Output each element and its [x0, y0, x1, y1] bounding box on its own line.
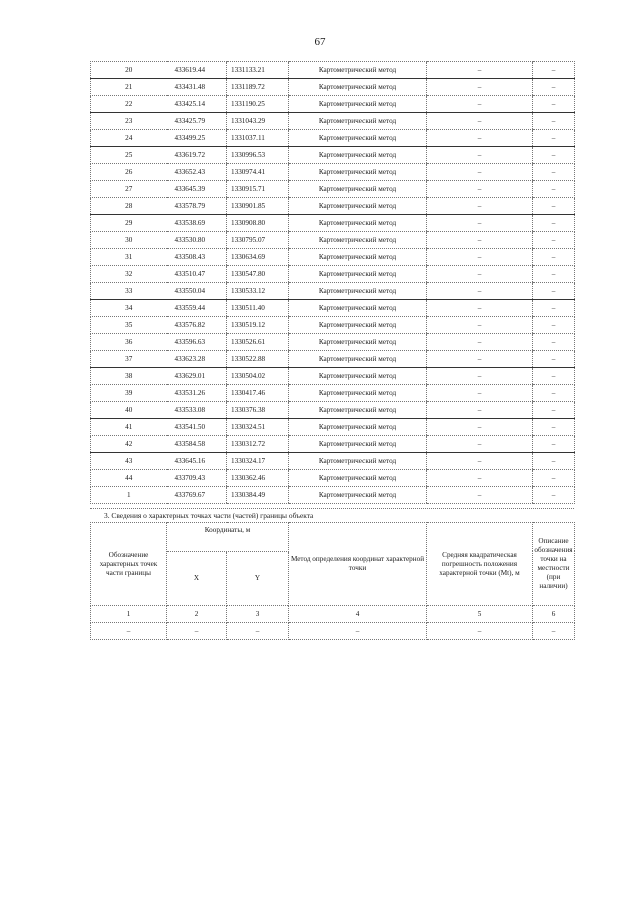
description-cell: –: [533, 164, 575, 181]
description-cell: –: [533, 79, 575, 96]
description-cell: –: [533, 232, 575, 249]
empty-cell: –: [167, 623, 227, 640]
header-row-top: [91, 523, 575, 552]
error-cell: –: [427, 487, 533, 504]
table-row: [91, 164, 575, 181]
point-number-cell: 25: [91, 147, 167, 164]
y-coordinate-cell: 1330908.80: [227, 215, 289, 232]
table-row: [91, 487, 575, 504]
empty-cell: –: [91, 623, 167, 640]
x-coordinate-cell: 433533.08: [167, 402, 227, 419]
description-cell: –: [533, 470, 575, 487]
x-coordinate-cell: 433619.44: [167, 62, 227, 79]
error-cell: –: [427, 79, 533, 96]
point-number-cell: 23: [91, 113, 167, 130]
method-cell: Картометрический метод: [289, 181, 427, 198]
point-number-cell: 40: [91, 402, 167, 419]
method-cell: Картометрический метод: [289, 470, 427, 487]
y-coordinate-cell: 1330915.71: [227, 181, 289, 198]
y-coordinate-cell: 1330526.61: [227, 334, 289, 351]
method-cell: Картометрический метод: [289, 96, 427, 113]
error-cell: –: [427, 62, 533, 79]
description-cell: –: [533, 419, 575, 436]
x-coordinate-cell: 433645.39: [167, 181, 227, 198]
description-cell: –: [533, 436, 575, 453]
point-number-cell: 37: [91, 351, 167, 368]
method-cell: Картометрический метод: [289, 334, 427, 351]
empty-cell: –: [533, 623, 575, 640]
header-x: X: [167, 551, 227, 605]
description-cell: –: [533, 300, 575, 317]
x-coordinate-cell: 433510.47: [167, 266, 227, 283]
description-cell: –: [533, 266, 575, 283]
error-cell: –: [427, 385, 533, 402]
error-cell: –: [427, 198, 533, 215]
y-coordinate-cell: 1330901.85: [227, 198, 289, 215]
point-number-cell: 20: [91, 62, 167, 79]
table-row: [91, 402, 575, 419]
point-number-cell: 29: [91, 215, 167, 232]
point-number-cell: 43: [91, 453, 167, 470]
header-y: Y: [227, 551, 289, 605]
y-coordinate-cell: 1330324.17: [227, 453, 289, 470]
method-cell: Картометрический метод: [289, 266, 427, 283]
x-coordinate-cell: 433425.14: [167, 96, 227, 113]
y-coordinate-cell: 1331133.21: [227, 62, 289, 79]
error-cell: –: [427, 232, 533, 249]
description-cell: –: [533, 181, 575, 198]
description-cell: –: [533, 487, 575, 504]
description-cell: –: [533, 96, 575, 113]
description-cell: –: [533, 215, 575, 232]
y-coordinate-cell: 1330634.69: [227, 249, 289, 266]
method-cell: Картометрический метод: [289, 317, 427, 334]
point-number-cell: 38: [91, 368, 167, 385]
error-cell: –: [427, 181, 533, 198]
error-cell: –: [427, 351, 533, 368]
y-coordinate-cell: 1330376.38: [227, 402, 289, 419]
header-coordinates: Координаты, м: [167, 523, 289, 552]
description-cell: –: [533, 368, 575, 385]
y-coordinate-cell: 1330996.53: [227, 147, 289, 164]
point-number-cell: 32: [91, 266, 167, 283]
y-coordinate-cell: 1330795.07: [227, 232, 289, 249]
method-cell: Картометрический метод: [289, 130, 427, 147]
error-cell: –: [427, 215, 533, 232]
x-coordinate-cell: 433623.28: [167, 351, 227, 368]
x-coordinate-cell: 433531.26: [167, 385, 227, 402]
error-cell: –: [427, 130, 533, 147]
method-cell: Картометрический метод: [289, 147, 427, 164]
x-coordinate-cell: 433530.80: [167, 232, 227, 249]
table-row: [91, 96, 575, 113]
method-cell: Картометрический метод: [289, 283, 427, 300]
description-cell: –: [533, 283, 575, 300]
table-row: [91, 232, 575, 249]
x-coordinate-cell: 433425.79: [167, 113, 227, 130]
header-designation: Обозначение характерных точек части границы: [91, 523, 167, 606]
y-coordinate-cell: 1331043.29: [227, 113, 289, 130]
point-number-cell: 26: [91, 164, 167, 181]
index-cell: 1: [91, 606, 167, 623]
empty-cell: –: [227, 623, 289, 640]
table-row: [91, 385, 575, 402]
table-row: [91, 62, 575, 79]
description-cell: –: [533, 62, 575, 79]
y-coordinate-cell: 1330533.12: [227, 283, 289, 300]
error-cell: –: [427, 96, 533, 113]
description-cell: –: [533, 453, 575, 470]
y-coordinate-cell: 1330417.46: [227, 385, 289, 402]
empty-cell: –: [289, 623, 427, 640]
x-coordinate-cell: 433584.58: [167, 436, 227, 453]
points-table: [90, 61, 575, 504]
error-cell: –: [427, 402, 533, 419]
table-row: [91, 317, 575, 334]
empty-cell: –: [427, 623, 533, 640]
x-coordinate-cell: 433541.50: [167, 419, 227, 436]
point-number-cell: 28: [91, 198, 167, 215]
table-row: [91, 419, 575, 436]
table-row: [91, 368, 575, 385]
index-row: [91, 606, 575, 623]
method-cell: Картометрический метод: [289, 300, 427, 317]
description-cell: –: [533, 130, 575, 147]
table-row: [91, 334, 575, 351]
error-cell: –: [427, 266, 533, 283]
error-cell: –: [427, 368, 533, 385]
x-coordinate-cell: 433652.43: [167, 164, 227, 181]
error-cell: –: [427, 113, 533, 130]
table-row: [91, 453, 575, 470]
y-coordinate-cell: 1330522.88: [227, 351, 289, 368]
section-title: 3. Сведения о характерных точках части (частей) границы объекта: [90, 508, 574, 522]
x-coordinate-cell: 433431.48: [167, 79, 227, 96]
index-cell: 4: [289, 606, 427, 623]
x-coordinate-cell: 433508.43: [167, 249, 227, 266]
description-cell: –: [533, 113, 575, 130]
method-cell: Картометрический метод: [289, 232, 427, 249]
method-cell: Картометрический метод: [289, 487, 427, 504]
error-cell: –: [427, 283, 533, 300]
header-error: Средняя квадратическая погрешность положения характерной точки (Mt), м: [427, 523, 533, 606]
y-coordinate-cell: 1330519.12: [227, 317, 289, 334]
x-coordinate-cell: 433645.16: [167, 453, 227, 470]
point-number-cell: 30: [91, 232, 167, 249]
point-number-cell: 22: [91, 96, 167, 113]
method-cell: Картометрический метод: [289, 419, 427, 436]
description-cell: –: [533, 249, 575, 266]
method-cell: Картометрический метод: [289, 79, 427, 96]
error-cell: –: [427, 317, 533, 334]
y-coordinate-cell: 1330312.72: [227, 436, 289, 453]
x-coordinate-cell: 433499.25: [167, 130, 227, 147]
index-cell: 6: [533, 606, 575, 623]
table-row: [91, 249, 575, 266]
description-cell: –: [533, 198, 575, 215]
point-number-cell: 35: [91, 317, 167, 334]
table-row: [91, 351, 575, 368]
error-cell: –: [427, 300, 533, 317]
table-row: [91, 79, 575, 96]
error-cell: –: [427, 147, 533, 164]
x-coordinate-cell: 433550.04: [167, 283, 227, 300]
description-cell: –: [533, 317, 575, 334]
table-row: [91, 147, 575, 164]
table-row: [91, 130, 575, 147]
table-row: [91, 266, 575, 283]
point-number-cell: 41: [91, 419, 167, 436]
table-row: [91, 113, 575, 130]
method-cell: Картометрический метод: [289, 198, 427, 215]
error-cell: –: [427, 249, 533, 266]
parts-table: [90, 522, 575, 640]
table-row: [91, 283, 575, 300]
y-coordinate-cell: 1330974.41: [227, 164, 289, 181]
point-number-cell: 39: [91, 385, 167, 402]
x-coordinate-cell: 433576.82: [167, 317, 227, 334]
error-cell: –: [427, 334, 533, 351]
x-coordinate-cell: 433619.72: [167, 147, 227, 164]
header-description: Описание обозначения точки на местности (при наличии): [533, 523, 575, 606]
index-cell: 5: [427, 606, 533, 623]
table-row: [91, 470, 575, 487]
point-number-cell: 24: [91, 130, 167, 147]
table-row: [91, 436, 575, 453]
method-cell: Картометрический метод: [289, 402, 427, 419]
table-row: [91, 198, 575, 215]
method-cell: Картометрический метод: [289, 249, 427, 266]
method-cell: Картометрический метод: [289, 62, 427, 79]
table-row: [91, 215, 575, 232]
point-number-cell: 21: [91, 79, 167, 96]
method-cell: Картометрический метод: [289, 436, 427, 453]
error-cell: –: [427, 453, 533, 470]
x-coordinate-cell: 433769.67: [167, 487, 227, 504]
point-number-cell: 33: [91, 283, 167, 300]
index-cell: 3: [227, 606, 289, 623]
description-cell: –: [533, 351, 575, 368]
y-coordinate-cell: 1331037.11: [227, 130, 289, 147]
y-coordinate-cell: 1330504.02: [227, 368, 289, 385]
method-cell: Картометрический метод: [289, 113, 427, 130]
point-number-cell: 36: [91, 334, 167, 351]
point-number-cell: 34: [91, 300, 167, 317]
point-number-cell: 42: [91, 436, 167, 453]
error-cell: –: [427, 470, 533, 487]
x-coordinate-cell: 433538.69: [167, 215, 227, 232]
point-number-cell: 31: [91, 249, 167, 266]
point-number-cell: 44: [91, 470, 167, 487]
index-cell: 2: [167, 606, 227, 623]
x-coordinate-cell: 433596.63: [167, 334, 227, 351]
y-coordinate-cell: 1330511.40: [227, 300, 289, 317]
y-coordinate-cell: 1331190.25: [227, 96, 289, 113]
description-cell: –: [533, 147, 575, 164]
method-cell: Картометрический метод: [289, 368, 427, 385]
table-row: [91, 300, 575, 317]
description-cell: –: [533, 385, 575, 402]
x-coordinate-cell: 433629.01: [167, 368, 227, 385]
method-cell: Картометрический метод: [289, 453, 427, 470]
method-cell: Картометрический метод: [289, 385, 427, 402]
y-coordinate-cell: 1330547.80: [227, 266, 289, 283]
x-coordinate-cell: 433578.79: [167, 198, 227, 215]
page-number: 67: [314, 36, 326, 48]
y-coordinate-cell: 1330324.51: [227, 419, 289, 436]
method-cell: Картометрический метод: [289, 215, 427, 232]
error-cell: –: [427, 419, 533, 436]
point-number-cell: 27: [91, 181, 167, 198]
error-cell: –: [427, 164, 533, 181]
x-coordinate-cell: 433709.43: [167, 470, 227, 487]
table-row: [91, 181, 575, 198]
point-number-cell: 1: [91, 487, 167, 504]
header-method: Метод определения координат характерной точки: [289, 523, 427, 606]
y-coordinate-cell: 1330384.49: [227, 487, 289, 504]
method-cell: Картометрический метод: [289, 351, 427, 368]
method-cell: Картометрический метод: [289, 164, 427, 181]
empty-row: [91, 623, 575, 640]
description-cell: –: [533, 402, 575, 419]
x-coordinate-cell: 433559.44: [167, 300, 227, 317]
error-cell: –: [427, 436, 533, 453]
y-coordinate-cell: 1331189.72: [227, 79, 289, 96]
y-coordinate-cell: 1330362.46: [227, 470, 289, 487]
description-cell: –: [533, 334, 575, 351]
